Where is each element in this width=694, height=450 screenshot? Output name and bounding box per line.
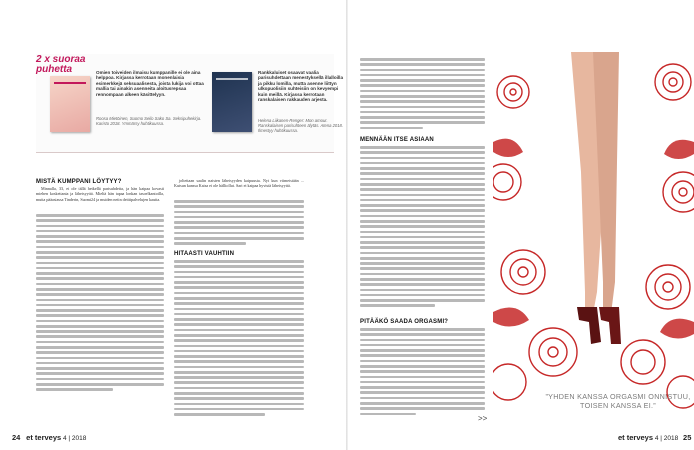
book1-credit: Roosa Mietöinen, Suomo Seilo Sako Sa. Seksipuhekirja. Karisto 2018. Ymmärsy huhtikuussa. (96, 116, 202, 127)
issue-right: 4 | 2018 (654, 435, 679, 442)
gutter (346, 0, 348, 450)
tip-label: 2 x suoraa puhetta (36, 54, 86, 75)
footer-right (618, 433, 691, 442)
pull-quote: ”YHDEN KANSSA ORGASMI ONNISTUU, TOISEN KANSSA EI.” (545, 392, 691, 410)
roses-illustration (493, 52, 694, 432)
book2-description: Rankkaluiset osaavat vaalia parisuhdettaan menestyksellä illalloilla ja pikku lomilla, mutta asenne liittyn ulkopuolisiin suhteisiin on kevyempi kuin meillä. Kirjassa kerrotaan ranskalaisen rakkauden arjesta. (258, 70, 344, 103)
book-cover-mon-amour (212, 72, 252, 132)
left-column-2-text-b (174, 260, 304, 418)
heading-mista-kumppani: MISTÄ KUMPPANI LÖYTYY? (36, 179, 122, 185)
page-number-left: 24 (12, 433, 21, 442)
heading-mennaan-itse-asiaan: MENNÄÄN ITSE ASIAAN (360, 137, 434, 143)
magazine-name-right: et terveys (618, 433, 654, 442)
heading-hitaasti-vauhtiin: HITAASTI VAUHTIIN (174, 251, 235, 257)
issue-left: 4 | 2018 (63, 435, 87, 442)
book-cover-seksipuhekirja (50, 76, 90, 132)
right-column-text-a (360, 58, 485, 132)
column2-top-paragraph: joltettaan saalin naisten läheisyyden kaipuusta. Nyt kun viimeistään ... Kutsun kanssa Kaisa ei ole hälliollut. Sari ei kaipaa hyvistä läheisyyttä. (174, 178, 304, 189)
left-column-1 (36, 178, 164, 203)
footer-left (12, 433, 86, 442)
book1-description: Omien toiveiden ilmaisu kumppanille ei ole aina helppoa. Kirjassa kerrotaan monenlaisia esimerkkejä seksuaalisesta, joista lukija voi ottaa mallia tai ainakin asenneita aloitusrepsaa rennompaan alkeen käsittelyyn. (96, 70, 204, 97)
continue-arrow-icon: >> (478, 414, 488, 423)
magazine-name-left: et terveys (26, 433, 62, 442)
legs-and-roses-photo (493, 52, 694, 432)
page-number-right: 25 (683, 433, 692, 442)
heading-pitaako-saada-orgasmi: PITÄÄKÖ SAADA ORGASMI? (360, 319, 449, 325)
book2-credit: Helena Liikanen-Renger: Mon amour. Ranskalaisen parisuhteen älytäs. Atena 2018. Ilmestyy huhtikuussa. (258, 118, 344, 134)
intro-paragraph: Minnalla, 33, ei ole tällä hetkellä parisuhdetta, ja hän kaipaa kovasti miehen koskettania ja läheisyyttä. Mieltä hän tapaa lonkan tasoelkantoilla, mutta pääasiassa Tinderin, Suomi24 ja muiden netin deittipalvelujen kautta. (36, 186, 164, 202)
right-column-text-c (360, 328, 485, 418)
left-column-1-text (36, 214, 164, 394)
right-column-text-b (360, 146, 485, 310)
left-column-2 (174, 178, 304, 190)
left-column-2-text-a (174, 200, 304, 248)
